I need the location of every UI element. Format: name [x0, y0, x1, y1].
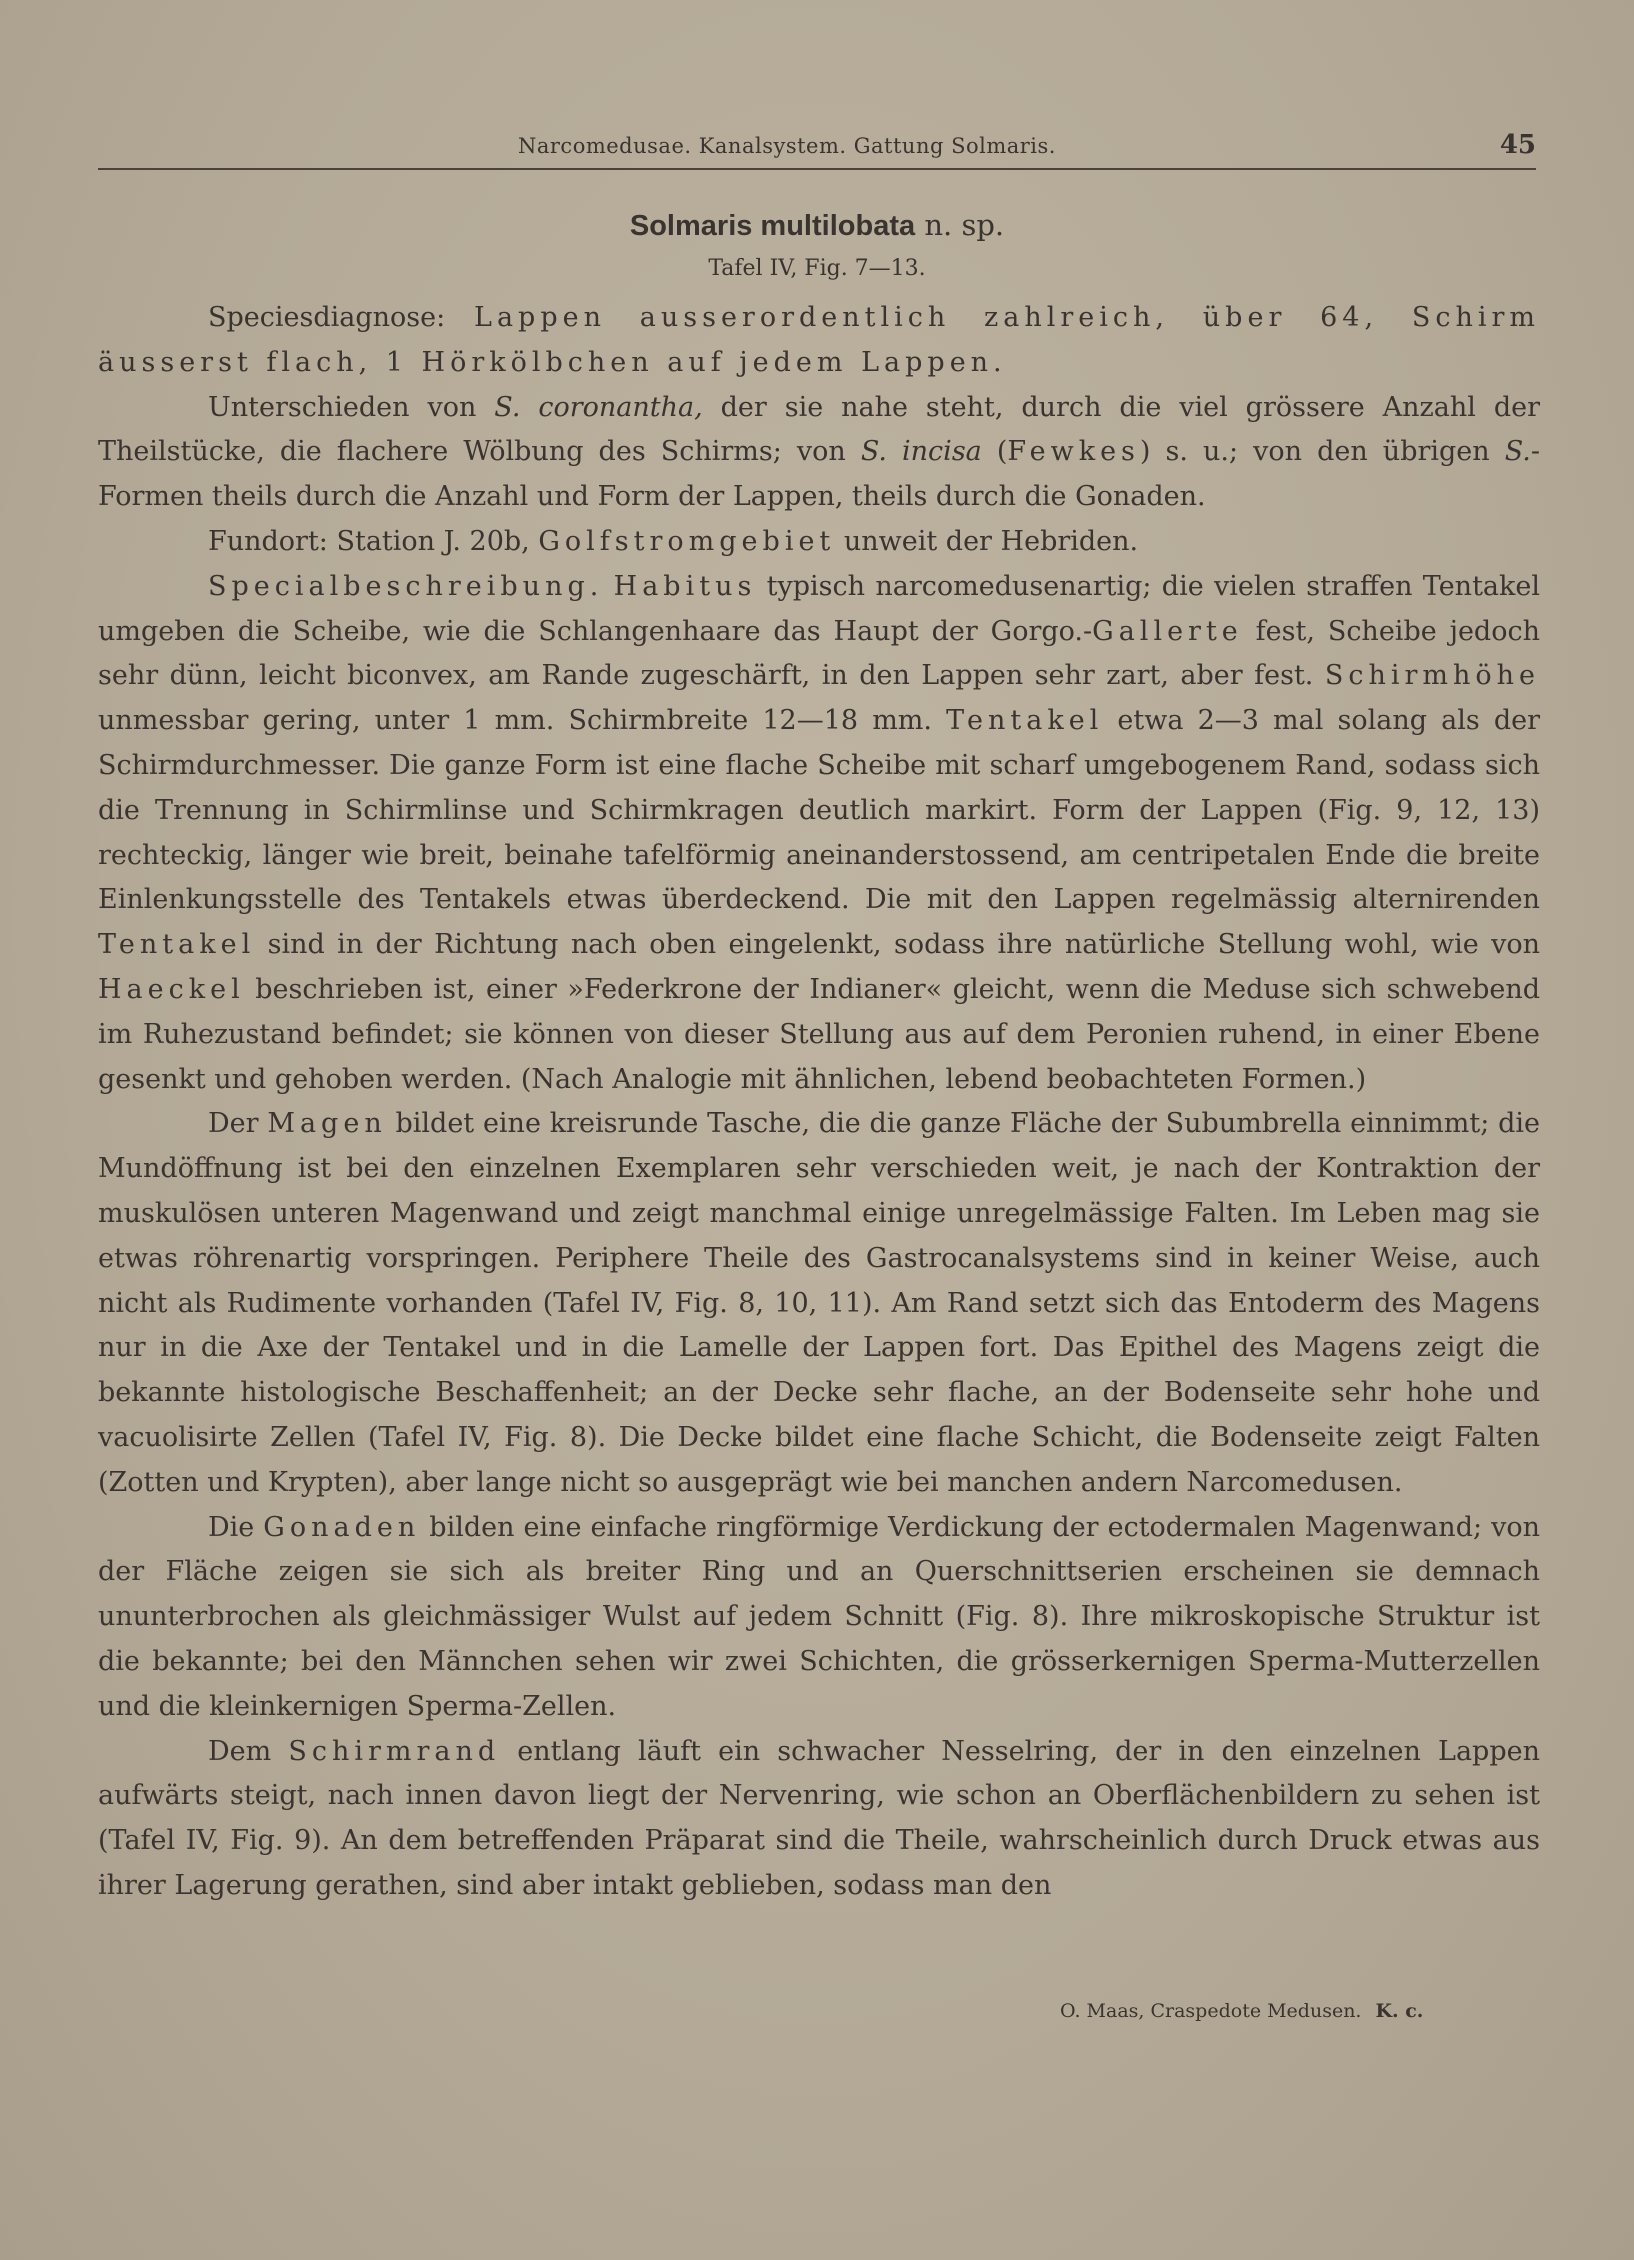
- article-body: [98, 296, 1540, 1909]
- paragraph-diagnosis: Speciesdiagnose: Lappen ausserordentlich zahlreich, über 64, Schirm äusserst flach, 1 Hörkölbchen auf jedem Lappen.: [98, 302, 1540, 378]
- paragraph-distinction: Unterschieden von S. coronantha, der sie nahe steht, durch die viel grössere Anzahl der Theilstücke, die flachere Wölbung des Schirms; von S. incisa (Fewkes) s. u.; von den übrigen S.-Formen theils durch die Anzahl und Form der Lappen, theils durch die Gonaden.: [98, 391, 1540, 513]
- species-suffix: n. sp.: [924, 208, 1005, 242]
- footer-author: O. Maas, Craspedote Medusen.: [1060, 2000, 1362, 2022]
- running-header: [98, 128, 1536, 170]
- species-name: Solmaris multilobata: [629, 210, 916, 242]
- plate-reference: Tafel IV, Fig. 7—13.: [708, 256, 926, 281]
- species-title: [0, 208, 1634, 243]
- paragraph-description: Specialbeschreibung. Habitus typisch narcomedusenartig; die vielen straffen Tentakel umgeben die Scheibe, wie die Schlangenhaare das Haupt der Gorgo.-Gallerte fest, Scheibe jedoch sehr dünn, leicht biconvex, am Rande zugeschärft, in den Lappen sehr zart, aber fest. Schirmhöhe unmessbar gering, unter 1 mm. Schirmbreite 12—18 mm. Tentakel etwa 2—3 mal solang als der Schirmdurchmesser. Die ganze Form ist eine flache Scheibe mit scharf umgebogenem Rand, sodass sich die Trennung in Schirmlinse und Schirmkragen deutlich markirt. Form der Lappen (Fig. 9, 12, 13) rechteckig, länger wie breit, beinahe tafelförmig aneinanderstossend, am centripetalen Ende die breite Einlenkungsstelle des Tentakels etwas überdeckend. Die mit den Lappen regelmässig alternirenden Tentakel sind in der Richtung nach oben eingelenkt, sodass ihre natürliche Stellung wohl, wie von Haeckel beschrieben ist, einer »Federkrone der Indianer« gleicht, wenn die Meduse sich schwebend im Ruhezustand befindet; sie können von dieser Stellung aus auf dem Peronien ruhend, in einer Ebene gesenkt und gehoben werden. (Nach Analogie mit ähnlichen, lebend beobachteten Formen.): [98, 570, 1541, 1095]
- page-number: 45: [1499, 130, 1536, 160]
- signature-line: [1060, 2000, 1423, 2022]
- footer-signature: K. c.: [1375, 2000, 1424, 2022]
- paragraph-gonads: Die Gonaden bilden eine einfache ringförmige Verdickung der ectodermalen Magenwand; von der Fläche zeigen sie sich als breiter Ring und an Querschnittserien erscheinen sie demnach ununterbrochen als gleichmässiger Wulst auf jedem Schnitt (Fig. 8). Ihre mikroskopische Struktur ist die bekannte; bei den Männchen sehen wir zwei Schichten, die grösserkernigen Sperma-Mutterzellen und die kleinkernigen Sperma-Zellen.: [98, 1511, 1540, 1722]
- running-title: Narcomedusae. Kanalsystem. Gattung Solmaris.: [518, 134, 1056, 158]
- paragraph-locality: Fundort: Station J. 20b, Golfstromgebiet unweit der Hebriden.: [208, 525, 1139, 557]
- paragraph-umbrella-margin: Dem Schirmrand entlang läuft ein schwacher Nesselring, der in den einzelnen Lappen aufwärts steigt, nach innen davon liegt der Nervenring, wie schon an Oberflächenbildern zu sehen ist (Tafel IV, Fig. 9). An dem betreffenden Präparat sind die Theile, wahrscheinlich durch Druck etwas aus ihrer Lagerung gerathen, sind aber intakt geblieben, sodass man den: [98, 1735, 1540, 1901]
- paragraph-stomach: Der Magen bildet eine kreisrunde Tasche, die die ganze Fläche der Subumbrella einnimmt; die Mundöffnung ist bei den einzelnen Exemplaren sehr verschieden weit, je nach der Kontraktion der muskulösen unteren Magenwand und zeigt manchmal einige unregelmässige Falten. Im Leben mag sie etwas röhrenartig vorspringen. Periphere Theile des Gastrocanalsystems sind in keiner Weise, auch nicht als Rudimente vorhanden (Tafel IV, Fig. 8, 10, 11). Am Rand setzt sich das Entoderm des Magens nur in die Axe der Tentakel und in die Lamelle der Lappen fort. Das Epithel des Magens zeigt die bekannte histologische Beschaffenheit; an der Decke sehr flache, an der Bodenseite sehr hohe und vacuolisirte Zellen (Tafel IV, Fig. 8). Die Decke bildet eine flache Schicht, die Bodenseite zeigt Falten (Zotten und Krypten), aber lange nicht so ausgeprägt wie bei manchen andern Narcomedusen.: [98, 1108, 1540, 1498]
